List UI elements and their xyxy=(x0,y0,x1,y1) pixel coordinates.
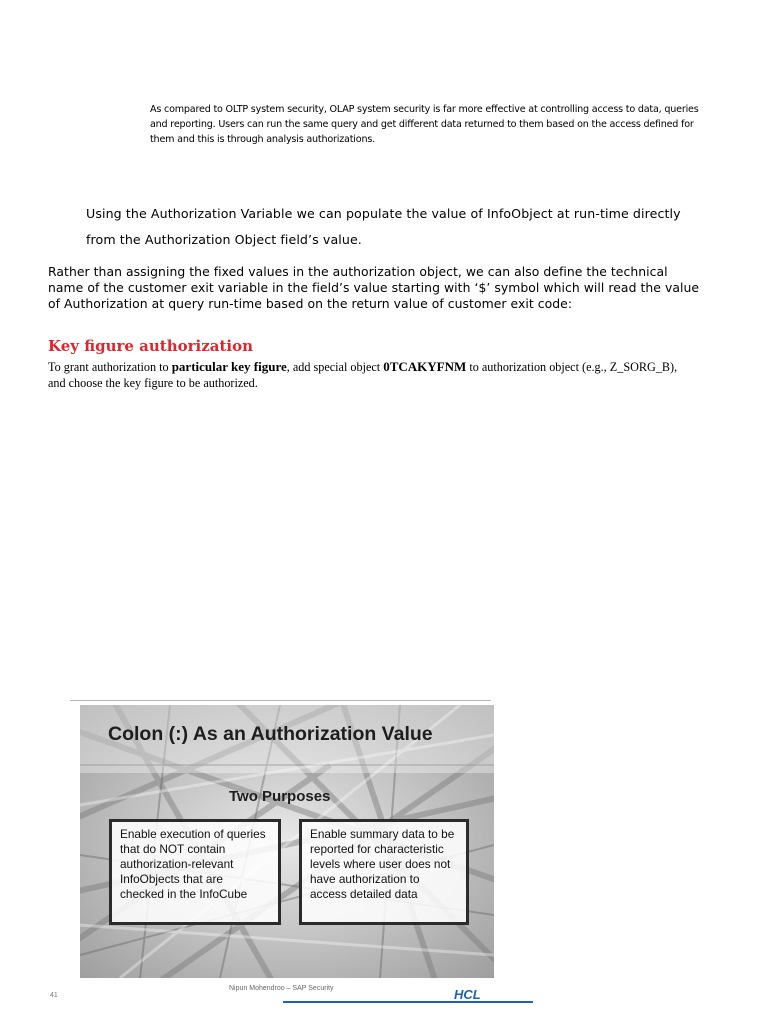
footer-author: Nipun Mohendroo – SAP Security xyxy=(229,985,334,992)
key-figure-text: To grant authorization to xyxy=(48,360,172,374)
purpose-line: levels where user does not xyxy=(310,857,451,871)
hcl-logo xyxy=(440,987,520,1001)
purpose-line: that do NOT contain xyxy=(120,842,226,856)
slide-top-rule xyxy=(70,700,491,701)
slide-subtitle: Two Purposes xyxy=(229,788,331,805)
key-figure-heading: Key figure authorization xyxy=(48,337,253,355)
slide-image xyxy=(80,705,494,978)
customer-exit-line: name of the customer exit variable in the field’s value starting with ‘$’ symbol which will read the value xyxy=(48,280,700,295)
intro-line: and reporting. Users can run the same query and get different data returned to them based on the access defined for xyxy=(150,119,694,130)
page-number: 41 xyxy=(50,992,58,999)
auth-variable-paragraph xyxy=(86,201,726,253)
customer-exit-line: of Authorization at query run-time based on the return value of customer exit code: xyxy=(48,296,573,311)
hcl-logo-text: HCL xyxy=(454,987,481,1001)
purpose-line: InfoObjects that are xyxy=(120,872,223,886)
key-figure-bold-term: particular key figure xyxy=(171,359,287,374)
purpose-box-left xyxy=(109,819,281,925)
purpose-line: reported for characteristic xyxy=(310,842,444,856)
purpose-line: access detailed data xyxy=(310,887,418,901)
customer-exit-line: Rather than assigning the fixed values in the authorization object, we can also define the technical xyxy=(48,264,668,279)
key-figure-text: , add special object xyxy=(286,360,384,374)
key-figure-text: to authorization object (e.g., Z_SORG_B), xyxy=(466,360,678,374)
key-figure-line xyxy=(48,359,748,375)
customer-exit-paragraph xyxy=(48,264,738,312)
purpose-line: Enable execution of queries xyxy=(120,827,266,841)
key-figure-paragraph xyxy=(48,359,748,391)
intro-paragraph xyxy=(150,102,730,147)
key-figure-object-name: 0TCAKYFNM xyxy=(383,359,467,374)
key-figure-line: and choose the key figure to be authorized. xyxy=(48,376,258,390)
intro-line: As compared to OLTP system security, OLAP system security is far more effective at controlling access to data, queries xyxy=(150,104,699,115)
auth-variable-line: from the Authorization Object field’s value. xyxy=(86,232,362,247)
purpose-line: checked in the InfoCube xyxy=(120,887,248,901)
purpose-line: have authorization to xyxy=(310,872,420,886)
purpose-box-right xyxy=(299,819,469,925)
intro-line: them and this is through analysis authorizations. xyxy=(150,134,375,145)
purpose-line: Enable summary data to be xyxy=(310,827,455,841)
auth-variable-line: Using the Authorization Variable we can populate the value of InfoObject at run-time directly xyxy=(86,206,681,221)
footer-rule xyxy=(283,1001,533,1003)
slide-title: Colon (:) As an Authorization Value xyxy=(108,723,433,745)
purpose-line: authorization-relevant xyxy=(120,857,234,871)
